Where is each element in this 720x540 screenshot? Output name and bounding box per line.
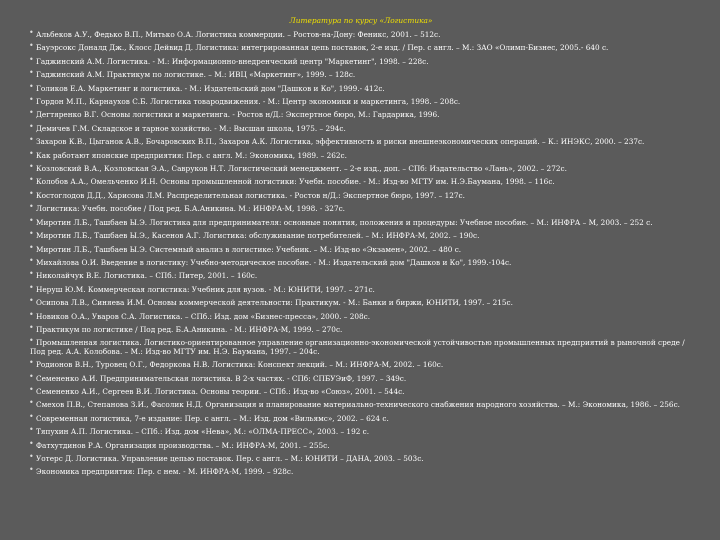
reference-text: Костоглодов Д.Д., Харисова Л.М. Распределительная логистика. - Ростов н/Д.: Экспертное бюро, 1997. – 127с. — [36, 190, 465, 200]
reference-item — [30, 44, 692, 52]
reference-item — [30, 31, 692, 39]
reference-text: Альбеков А.У., Федько В.П., Митько О.А. Логистика коммерции. – Ростов-на-Дону: Феникс, 2001. – 512с. — [36, 30, 441, 39]
reference-item — [30, 313, 692, 321]
bullet-icon — [30, 260, 35, 265]
reference-text: Козловский В.А., Козловская Э.А., Савруков Н.Т. Логистический менеджмент. – 2-е изд., доп. – СПб: Издательство «Лань», 2002. – 272с. — [36, 164, 567, 174]
bullet-icon — [30, 314, 35, 319]
reference-item — [30, 375, 692, 383]
bullet-icon — [30, 429, 35, 434]
reference-text: Гаджинский А.М. Логистика. - М.: Информационно-внедренческий центр "Маркетинг", 1998. – 228с. — [36, 56, 429, 66]
reference-text: Миротин Л.Б., Ташбаев Ы.Э. Системный анализ в логистике: Учебник. – М.: Изд-во «Экзамен», 2002. – 480 с. — [36, 244, 462, 254]
bullet-icon — [30, 99, 35, 104]
bullet-icon — [30, 416, 35, 421]
reference-text: Захаров К.В., Цыганок А.В., Бочаровских В.П., Захаров А.К. Логистика, эффективность и риски внешнеэкономических операций. – К.: ИНЭКС, 2000. – 237с. — [36, 137, 645, 147]
reference-text: Дегтяренко В.Г. Основы логистики и маркетинга. - Ростов н/Д.: Экспертное бюро, М.: Гардарика, 1996. — [36, 110, 440, 120]
reference-text: Как работают японские предприятия: Пер. с англ. М.: Экономика, 1989. – 262с. — [36, 150, 347, 160]
reference-item — [30, 205, 692, 213]
reference-text: Тяпухин А.П. Логистика. – СПб.: Изд. дом «Нева», М.: «ОЛМА-ПРЕСС», 2003. – 192 с. — [36, 427, 370, 437]
bullet-icon — [30, 327, 35, 332]
reference-item — [30, 388, 692, 396]
reference-item — [30, 85, 692, 93]
reference-text: Фатхутдинов Р.А. Организация производства. – М.: ИНФРА-М, 2001. – 255с. — [36, 440, 330, 450]
reference-text: Гаджинский А.М. Практикум по логистике. – М.: ИВЦ «Маркетинг», 1999. – 128с. — [36, 70, 356, 80]
reference-text: Промышленная логистика. Логистико-ориентированное управление организационно-экономической устойчивостью промышленных предприятий в рыночной среде / Под ред. А.А. Колобова. – М.: Изд-во МГТУ им. Н.Э. Баумана, 1997. – 204с. — [30, 338, 685, 356]
bullet-icon — [30, 193, 35, 198]
reference-text: Демичев Г.М. Складское и тарное хозяйство. - М.: Высшая школа, 1975. – 294с. — [36, 123, 346, 133]
reference-item — [30, 125, 692, 133]
bullet-icon — [30, 139, 35, 144]
bullet-icon — [30, 45, 35, 50]
reference-item — [30, 259, 692, 267]
bullet-icon — [30, 402, 35, 407]
reference-item — [30, 246, 692, 254]
reference-text: Гордон М.П., Карнаухов С.Б. Логистика товародвижения. - М.: Центр экономики и маркетинга, 1998. – 208с. — [36, 97, 461, 107]
reference-text: Экономика предприятия: Пер. с нем. - М. ИНФРА-М, 1999. – 928с. — [36, 467, 294, 477]
reference-item — [30, 219, 692, 227]
reference-text: Смехов П.В., Степанова З.И., Фасолик Н.Д. Организация и планирование материально-технического снабжения народного хозяйства. – М.: Экономика, 1986. – 256с. — [36, 400, 680, 410]
bullet-icon — [30, 362, 35, 367]
reference-item — [30, 401, 692, 409]
reference-item — [30, 272, 692, 280]
reference-item — [30, 111, 692, 119]
reference-text: Миротин Л.Б., Ташбаев Ы.Э., Касенов А.Г. Логистика: обслуживание потребителей. – М.: ИНФРА-М, 2002. – 190с. — [36, 231, 480, 241]
reference-item — [30, 326, 692, 334]
reference-text: Голиков Е.А. Маркетинг и логистика. - М.: Издательский дом "Дашков и Ко", 1999.- 412с. — [36, 83, 385, 93]
bullet-icon — [30, 166, 35, 171]
bullet-icon — [30, 456, 35, 461]
bullet-icon — [30, 300, 35, 305]
reference-item — [30, 152, 692, 160]
reference-text: Неруш Ю.М. Коммерческая логистика: Учебник для вузов. - М.: ЮНИТИ, 1997. – 271с. — [36, 284, 375, 294]
reference-item — [30, 286, 692, 294]
reference-text: Уотерс Д. Логистика. Управление цепью поставок. Пер. с англ. – М.: ЮНИТИ – ДАНА, 2003. – 503с. — [36, 454, 424, 463]
reference-text: Родионов В.Н., Туровец О.Г., Федоркова Н.В. Логистика: Конспект лекций. – М.: ИНФРА-М, 2002. – 160с. — [36, 360, 444, 370]
bullet-icon — [30, 72, 35, 77]
reference-item — [30, 71, 692, 79]
reference-item — [30, 455, 692, 463]
reference-text: Семененко А.И., Сергеев В.И. Логистика. Основы теории. – СПб.: Изд-во «Союз», 2001. – 544с. — [36, 386, 405, 396]
bullet-icon — [30, 112, 35, 117]
bullet-icon — [30, 206, 35, 211]
reference-item — [30, 232, 692, 240]
reference-text: Современная логистика, 7-е издание: Пер. с англ. – М.: Изд. дом «Вильямс», 2002. – 624 с. — [36, 413, 389, 423]
bullet-icon — [30, 220, 35, 225]
reference-item — [30, 415, 692, 423]
reference-text: Логистика: Учебн. пособие / Под ред. Б.А.Аникина. М.: ИНФРА-М, 1998. - 327с. — [36, 204, 346, 214]
bullet-icon — [30, 86, 35, 91]
reference-item — [30, 58, 692, 66]
bullet-icon — [30, 233, 35, 238]
reference-text: Михайлова О.И. Введение в логистику: Учебно-методическое пособие. - М.: Издательский дом "Дашков и Ко", 1999.-104с. — [36, 257, 512, 267]
reference-item — [30, 299, 692, 307]
reference-text: Николайчук В.Е. Логистика. – СПб.: Питер, 2001. – 160с. — [36, 271, 258, 281]
bullet-icon — [30, 126, 35, 131]
reference-text: Новиков О.А., Уваров С.А. Логистика. – СПб.: Изд. дом «Бизнес-пресса», 2000. – 208с. — [36, 311, 371, 321]
reference-text: Практикум по логистике / Под ред. Б.А.Аникина. - М.: ИНФРА-М, 1999. – 270с. — [36, 324, 343, 334]
reference-text: Миротин Л.Б., Ташбаев Ы.Э. Логистика для предпринимателя: основные понятия, положения и процедуры: Учебное пособие. – М.: ИНФРА – М, 2003. – 252 с. — [36, 217, 653, 227]
reference-item — [30, 361, 692, 369]
reference-text: Семененко А.И. Предпринимательская логистика. В 2-х частях. - СПб: СПБУЭиФ, 1997. – 349с. — [36, 373, 407, 383]
reference-text: Колобов А.А., Омельченко И.Н. Основы промышленной логистики: Учебн. пособие. - М.: Изд-во МГТУ им. Н.Э.Баумана, 1998. – 116с. — [36, 177, 555, 187]
bullet-icon — [30, 389, 35, 394]
bullet-icon — [30, 287, 35, 292]
bullet-icon — [30, 443, 35, 448]
reference-text: Осипова Л.В., Синяева И.М. Основы коммерческой деятельности: Практикум. - М.: Банки и биржи, ЮНИТИ, 1997. – 215с. — [36, 298, 513, 308]
bullet-icon — [30, 469, 35, 474]
reference-item — [30, 428, 692, 436]
reference-text: Бауэрсокс Доналд Дж., Клосс Дейвид Д. Логистика: интегрированная цепь поставок, 2-е изд. / Пер. с англ. – М.: ЗАО «Олимп-Бизнес, 2005.- 640 с. — [36, 43, 609, 53]
reference-item — [30, 339, 692, 356]
reference-item — [30, 468, 692, 476]
bullet-icon — [30, 340, 35, 345]
bullet-icon — [30, 153, 35, 158]
bullet-icon — [30, 179, 35, 184]
slide-title: Литература по курсу «Логистика» — [289, 16, 433, 25]
bullet-icon — [30, 273, 35, 278]
reference-item — [30, 98, 692, 106]
bullet-icon — [30, 32, 35, 37]
reference-item — [30, 165, 692, 173]
reference-item — [30, 192, 692, 200]
reference-list — [30, 31, 692, 477]
bullet-icon — [30, 376, 35, 381]
reference-item — [30, 138, 692, 146]
reference-item — [30, 442, 692, 450]
reference-item — [30, 178, 692, 186]
bullet-icon — [30, 247, 35, 252]
bullet-icon — [30, 59, 35, 64]
